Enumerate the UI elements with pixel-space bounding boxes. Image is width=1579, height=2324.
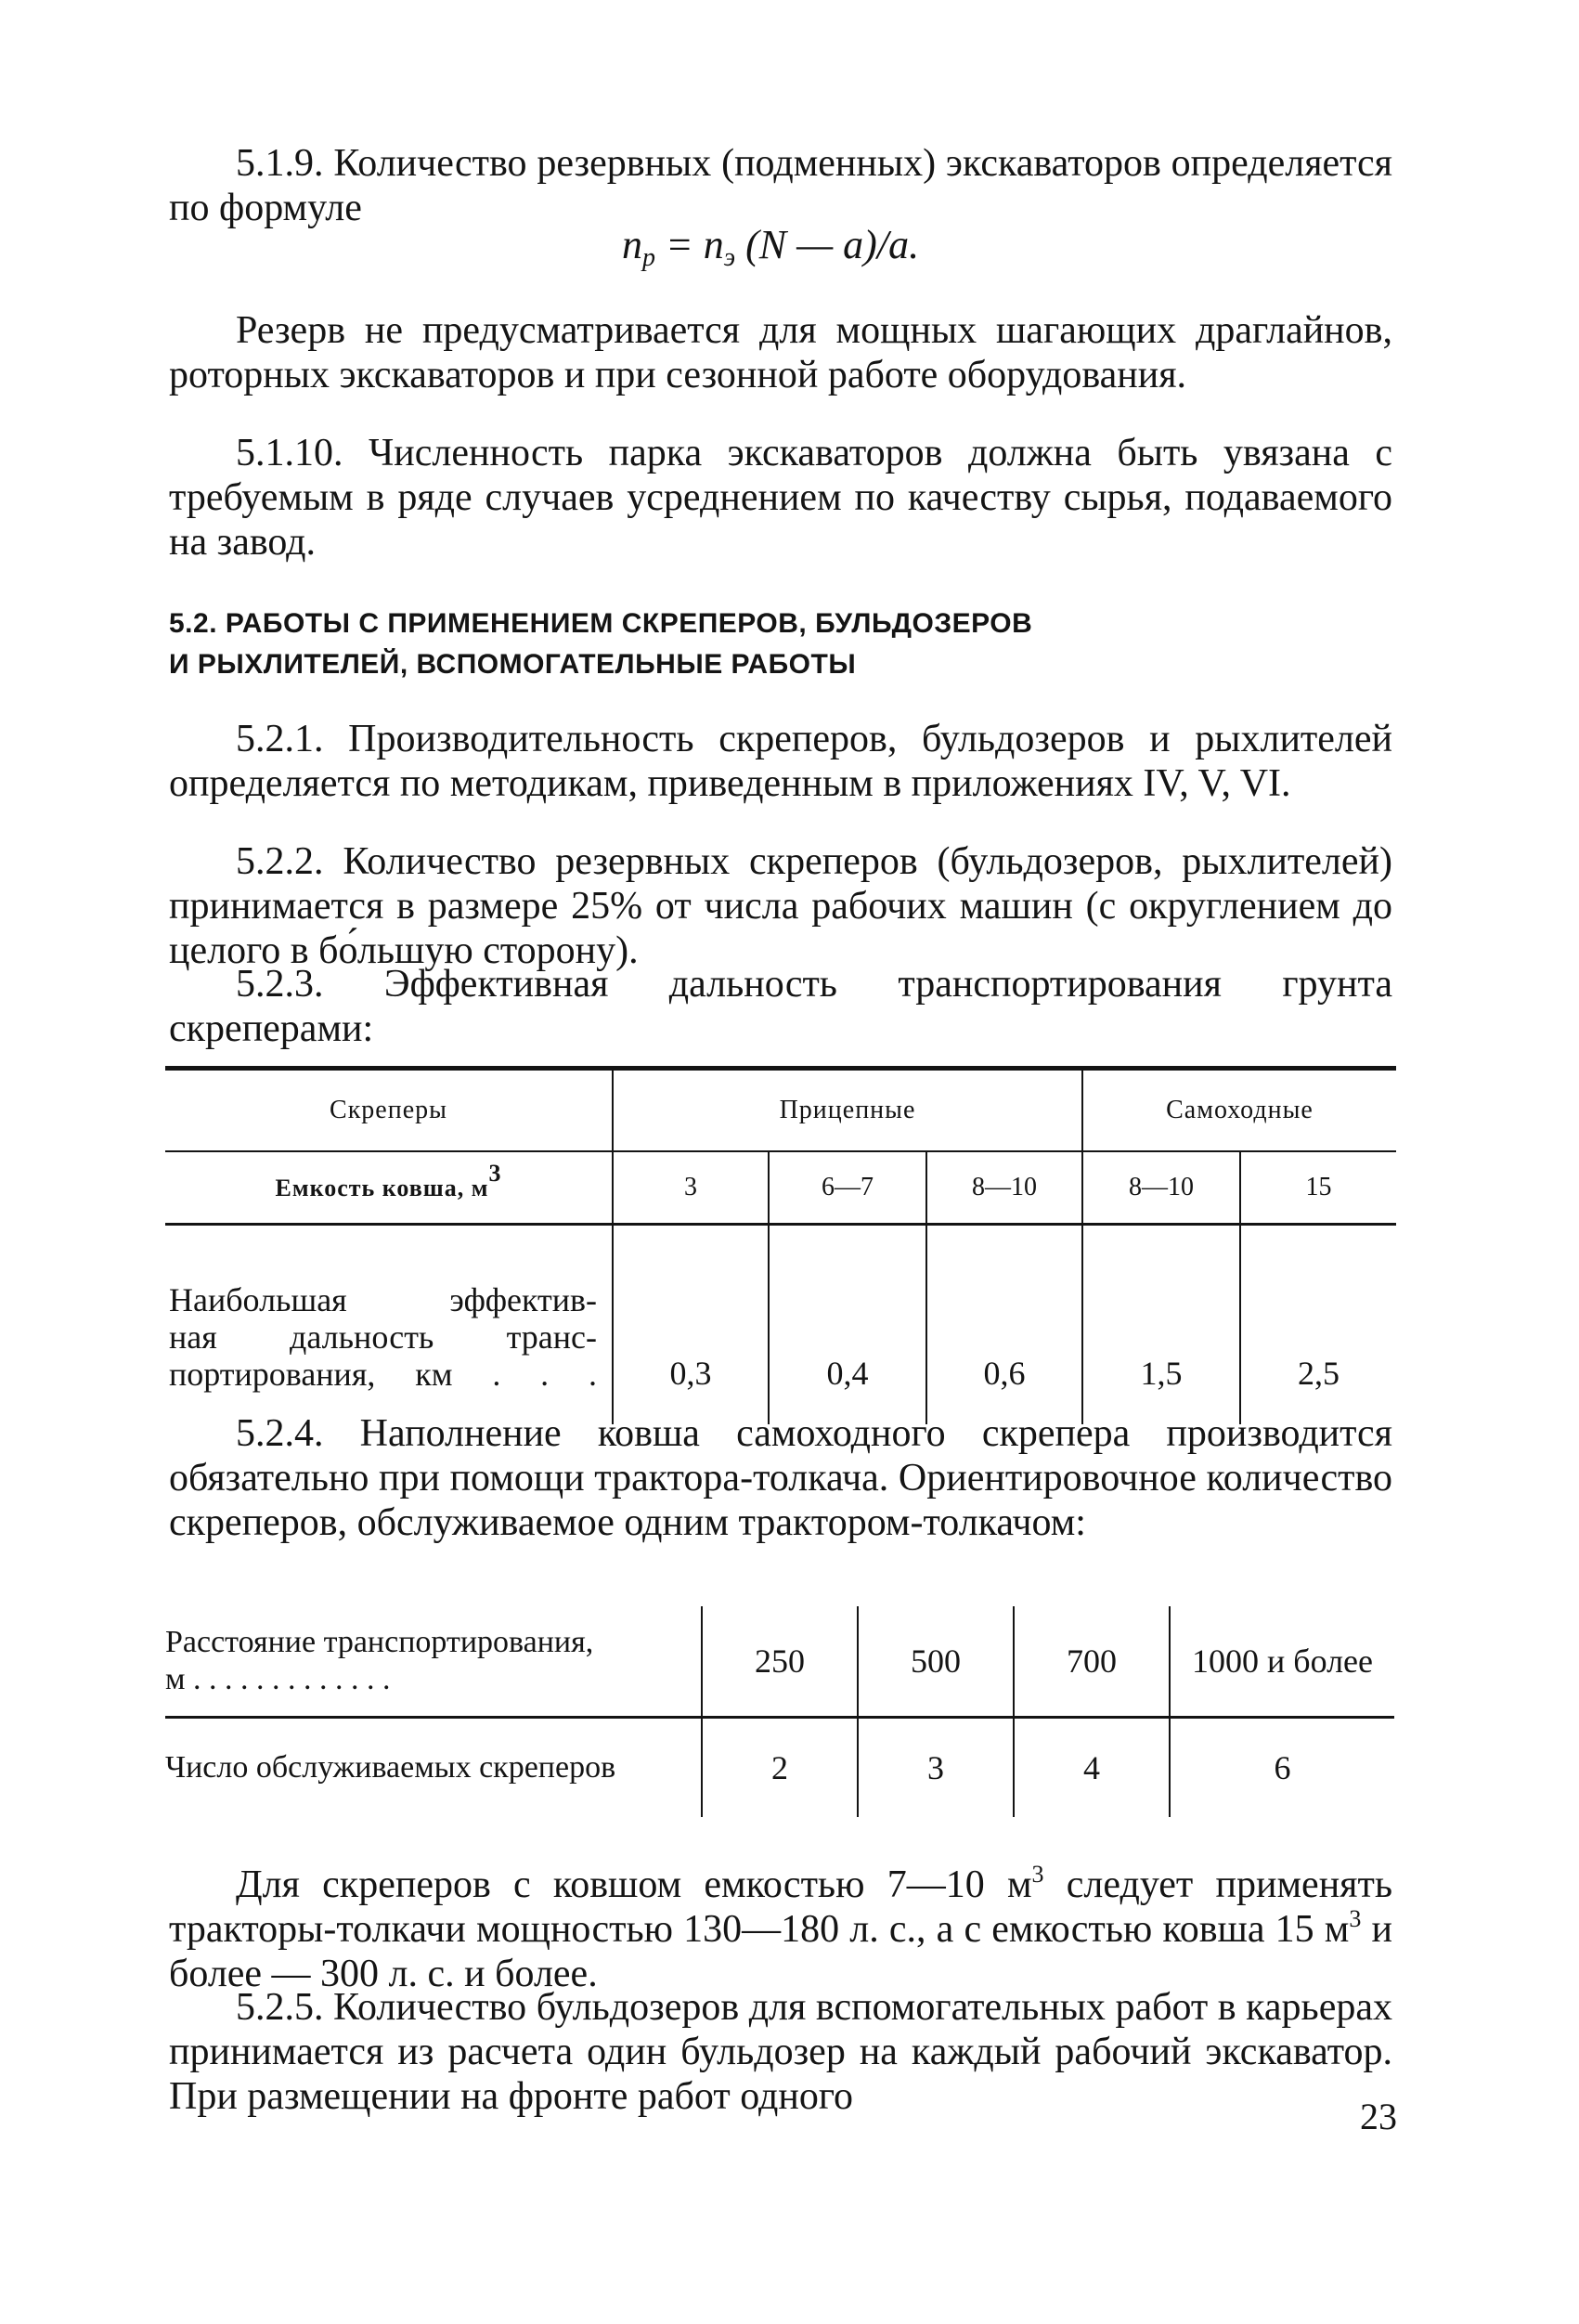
formula-var-n2: n bbox=[703, 222, 724, 267]
tractor-text-b: следует применять тракторы-толкачи мощностью 130—180 л. с., а с емкостью ковша 15 м bbox=[169, 1863, 1392, 1951]
header-trailed: Прицепные bbox=[613, 1069, 1082, 1152]
header-self-propelled: Самоходные bbox=[1082, 1069, 1396, 1152]
distance-label-line-1: Расстояние транспортирования, bbox=[165, 1625, 594, 1659]
table-header-row bbox=[165, 1069, 1396, 1152]
count-cell: 4 bbox=[1014, 1718, 1170, 1818]
tractor-text-c: и более — 300 л. с. и более. bbox=[169, 1908, 1393, 1995]
distance-cell: 0,3 bbox=[613, 1225, 769, 1425]
capacity-label-sup: 3 bbox=[488, 1159, 502, 1187]
table-capacity-row bbox=[165, 1151, 1396, 1225]
capacity-cell: 15 bbox=[1240, 1151, 1396, 1225]
paragraph-5-1-10: 5.1.10. Численность парка экскаваторов должна быть увязана с требуемым в ряде случаев усреднением по качеству сырья, подаваемого на завод. bbox=[169, 432, 1392, 564]
row-label-line-1: Наибольшая эффектив- bbox=[169, 1281, 597, 1318]
table-distance-row bbox=[165, 1606, 1394, 1718]
page-number: 23 bbox=[1360, 2096, 1397, 2137]
formula-reserve-excavators bbox=[622, 223, 919, 280]
formula-sub-r: р bbox=[642, 243, 655, 272]
paragraph-reserve: Резерв не предусматривается для мощных шагающих драглайнов, роторных экскаваторов и при сезонной работе оборудования. bbox=[169, 309, 1392, 396]
paragraph-5-2-1: 5.2.1. Производительность скреперов, бульдозеров и рыхлителей определяется по методикам, приведенным в приложениях IV, V, VI. bbox=[169, 718, 1392, 805]
distance-cell: 1,5 bbox=[1082, 1225, 1240, 1425]
formula-sub-e: э bbox=[723, 243, 736, 272]
row-label-line-2: ная дальность транс- bbox=[169, 1318, 597, 1356]
distance-row-label bbox=[165, 1225, 613, 1425]
distance-cell: 250 bbox=[702, 1606, 858, 1718]
paragraph-5-2-3: 5.2.3. Эффективная дальность транспортирования грунта скреперами: bbox=[169, 963, 1392, 1050]
capacity-label bbox=[165, 1151, 613, 1225]
distance-cell: 0,4 bbox=[769, 1225, 926, 1425]
tractor-sup-1: 3 bbox=[1031, 1861, 1044, 1888]
heading-line-2: И РЫХЛИТЕЛЕЙ, ВСПОМОГАТЕЛЬНЫЕ РАБОТЫ bbox=[169, 649, 857, 680]
distance-cell: 2,5 bbox=[1240, 1225, 1396, 1425]
capacity-cell: 6—7 bbox=[769, 1151, 926, 1225]
paragraph-5-2-5: 5.2.5. Количество бульдозеров для вспомогательных работ в карьерах принимается из расчета один бульдозер на каждый рабочий экскаватор. При размещении на фронте работ одного bbox=[169, 1986, 1392, 2118]
distance-cell: 1000 и более bbox=[1170, 1606, 1394, 1718]
heading-line-1: 5.2. РАБОТЫ С ПРИМЕНЕНИЕМ СКРЕПЕРОВ, БУЛЬДОЗЕРОВ bbox=[169, 608, 1033, 639]
paragraph-5-1-9: 5.1.9. Количество резервных (подменных) экскаваторов определяется по формуле bbox=[169, 142, 1392, 229]
table-distance-row bbox=[165, 1225, 1396, 1425]
distance-label bbox=[165, 1606, 702, 1718]
header-scrapers: Скреперы bbox=[165, 1069, 613, 1152]
tractor-sup-2: 3 bbox=[1349, 1905, 1362, 1932]
capacity-cell: 8—10 bbox=[926, 1151, 1082, 1225]
tractor-text-a: Для скреперов с ковшом емкостью 7—10 м bbox=[236, 1863, 1032, 1906]
capacity-cell: 3 bbox=[613, 1151, 769, 1225]
distance-label-line-2: м . . . . . . . . . . . . . bbox=[165, 1662, 391, 1696]
section-heading-5-2 bbox=[169, 604, 1394, 685]
row-label-line-3: портирования, км . . . bbox=[169, 1356, 597, 1393]
distance-cell: 700 bbox=[1014, 1606, 1170, 1718]
paragraph-tractors bbox=[169, 1863, 1392, 1996]
count-cell: 3 bbox=[858, 1718, 1014, 1818]
table-count-row bbox=[165, 1718, 1394, 1818]
paragraph-5-2-2: 5.2.2. Количество резервных скреперов (бульдозеров, рыхлителей) принимается в размере 25% от числа рабочих машин (с округлением до целого в бо́льшую сторону). bbox=[169, 840, 1392, 972]
formula-rest: (N — a)/a. bbox=[735, 222, 920, 267]
capacity-cell: 8—10 bbox=[1082, 1151, 1240, 1225]
paragraph-5-2-4: 5.2.4. Наполнение ковша самоходного скрепера производится обязательно при помощи трактора-толкача. Ориентировочное количество скреперов, обслуживаемое одним трактором-толкачом: bbox=[169, 1412, 1392, 1544]
formula-var-n: n bbox=[622, 222, 642, 267]
count-cell: 2 bbox=[702, 1718, 858, 1818]
formula-equals: = bbox=[655, 222, 704, 267]
distance-cell: 0,6 bbox=[926, 1225, 1082, 1425]
count-cell: 6 bbox=[1170, 1718, 1394, 1818]
count-label: Число обслуживаемых скреперов bbox=[165, 1750, 616, 1785]
scraper-distance-table bbox=[165, 1066, 1396, 1424]
pusher-tractor-table bbox=[165, 1606, 1394, 1817]
distance-cell: 500 bbox=[858, 1606, 1014, 1718]
capacity-label-text: Емкость ковша, м bbox=[275, 1174, 489, 1201]
